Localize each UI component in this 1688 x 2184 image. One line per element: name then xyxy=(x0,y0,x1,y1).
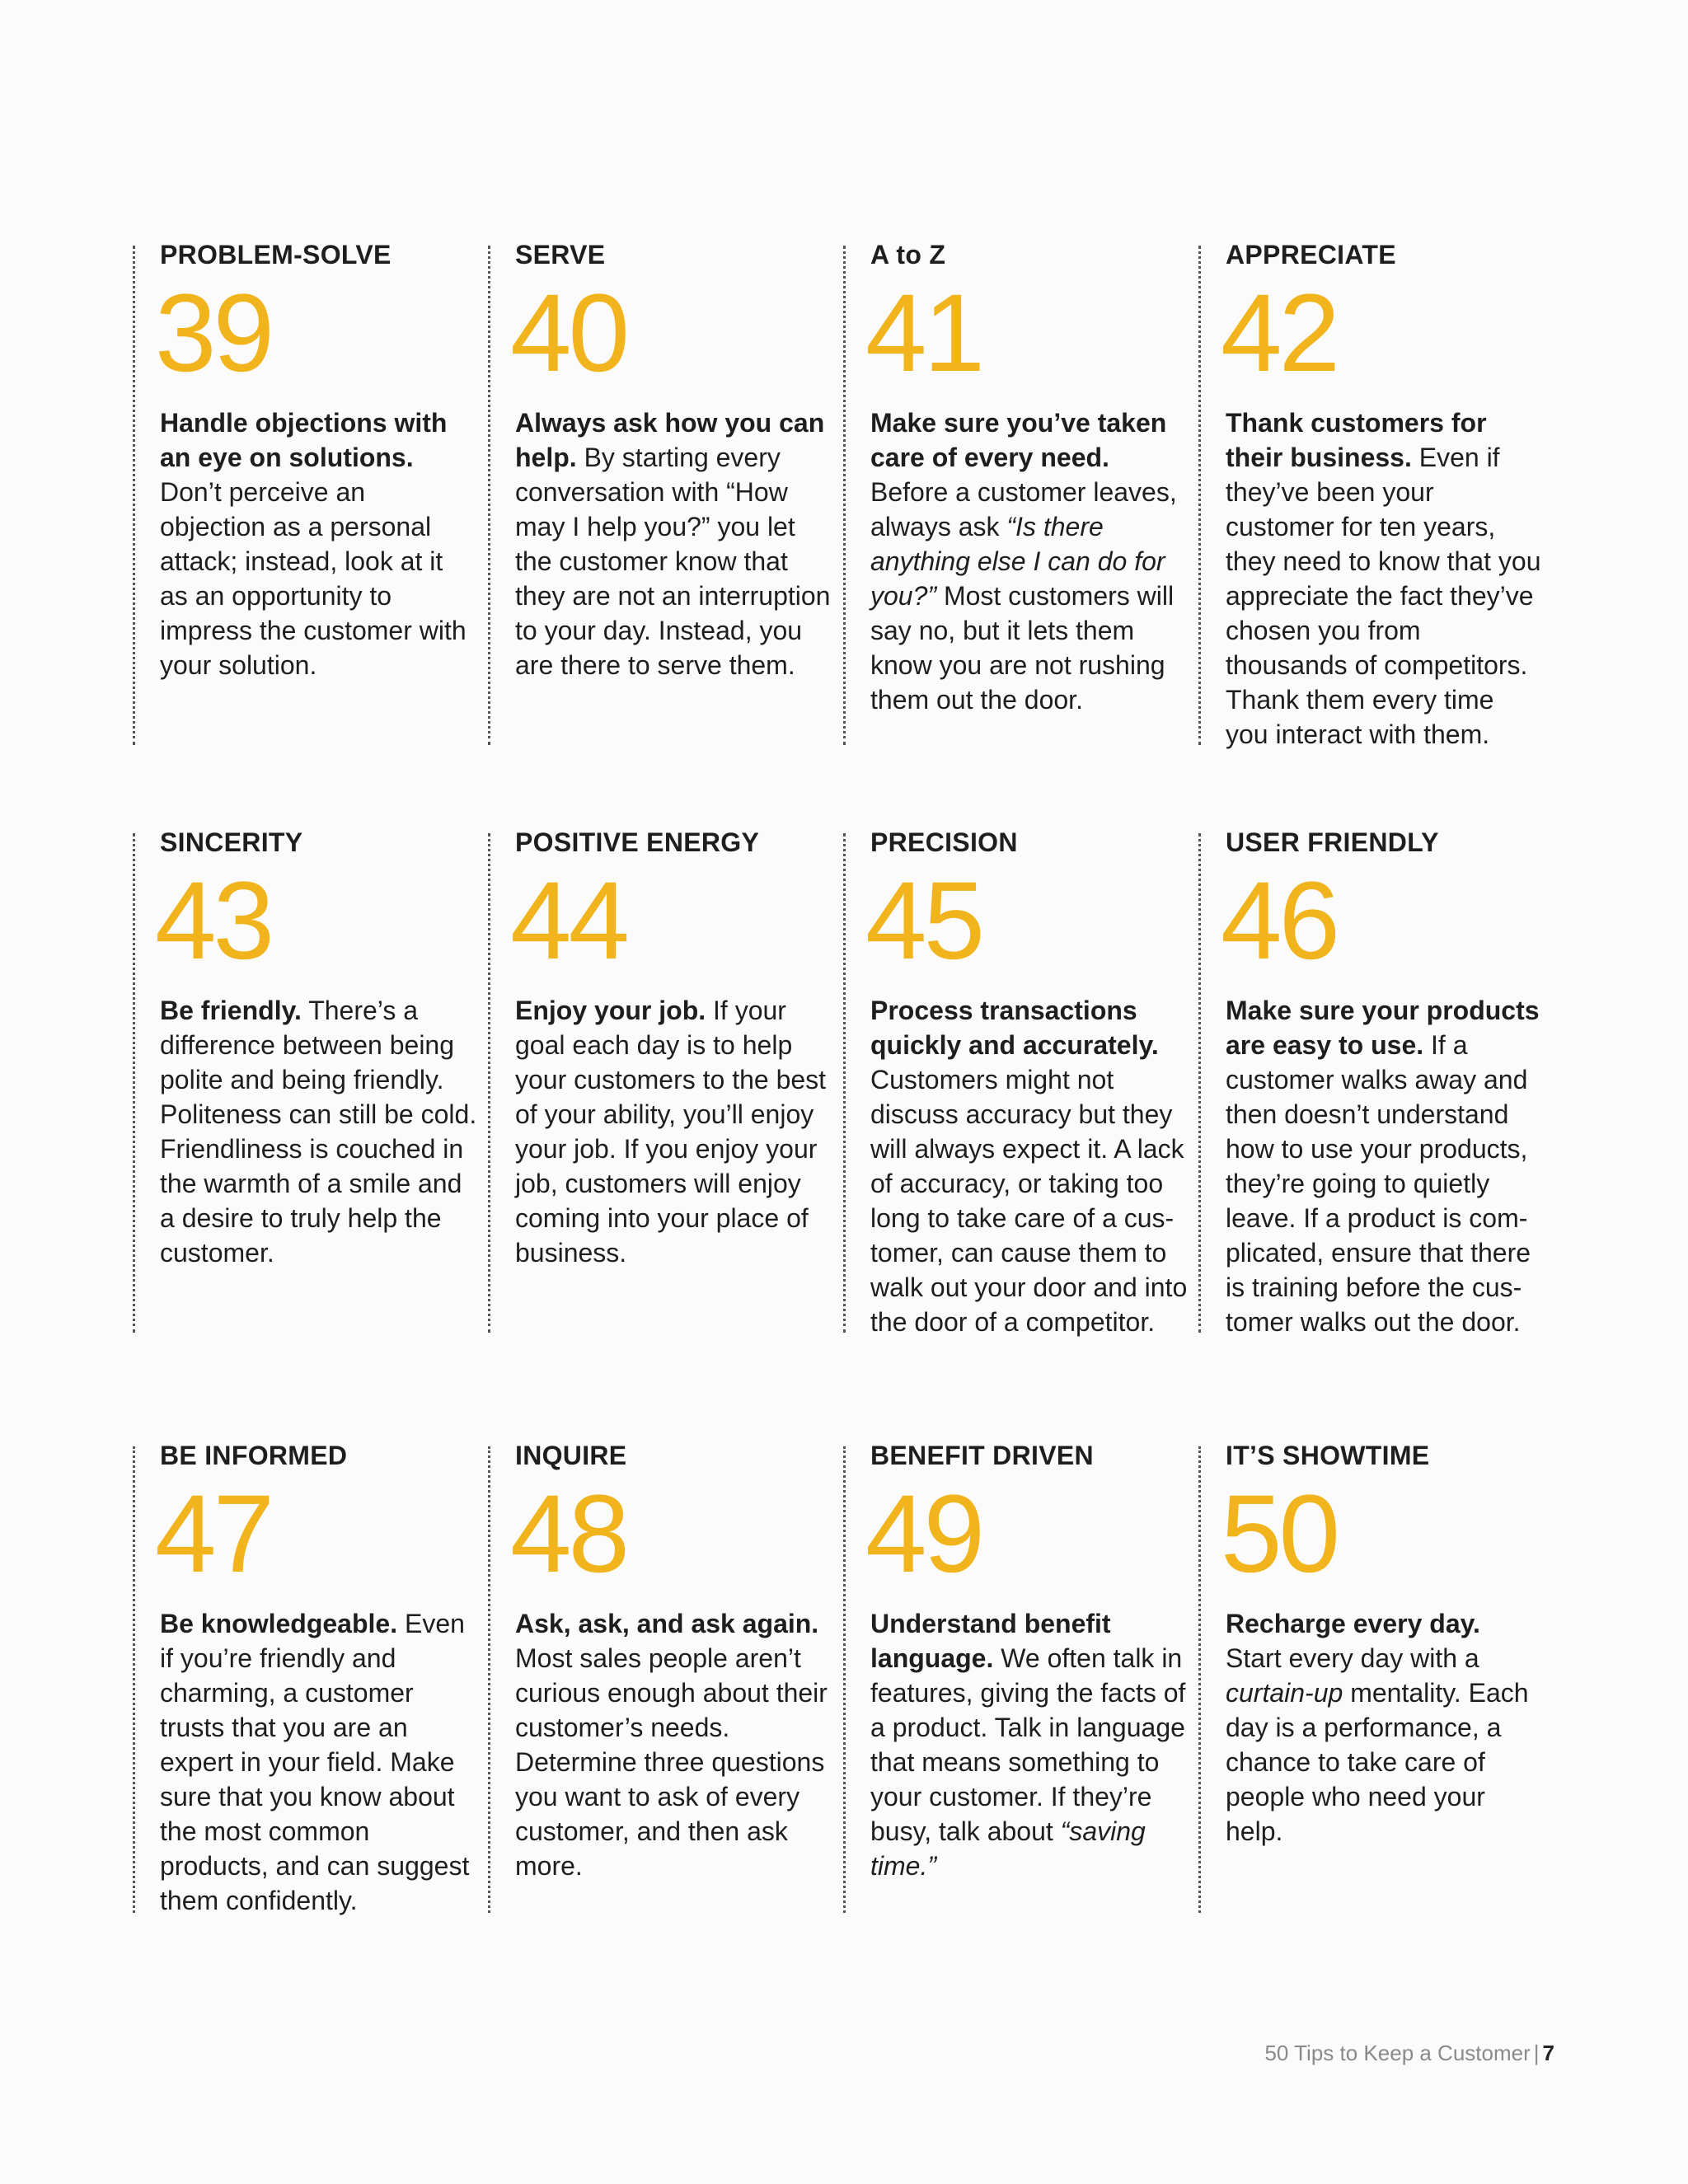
tip-lead: Understand benefit language. xyxy=(870,1609,1111,1673)
tip-body xyxy=(870,993,1188,1339)
tip-body xyxy=(515,993,832,1270)
tip-heading: USER FRIENDLY xyxy=(1226,827,1439,857)
tip-42 xyxy=(1198,240,1541,749)
tip-lead: Make sure you’ve taken care of every need. xyxy=(870,408,1167,472)
tip-text: Before a customer leaves, always ask xyxy=(870,477,1177,541)
tip-48 xyxy=(488,1441,828,1913)
footer-title: 50 Tips to Keep a Customer xyxy=(1264,2041,1531,2065)
tip-number: 50 xyxy=(1221,1473,1338,1596)
tip-body xyxy=(160,1606,477,1918)
tip-text: By starting every conversation with “How may I help you?” you let the customer know that they are not an interruption to your day. Instead, you are there to serve them. xyxy=(515,443,831,680)
tip-41 xyxy=(843,240,1177,745)
tip-body xyxy=(1226,993,1543,1339)
tip-heading: INQUIRE xyxy=(515,1441,627,1470)
tip-text: mentality. Each day is a performance, a chance to take care of people who need your help. xyxy=(1226,1678,1529,1846)
tip-heading: IT’S SHOWTIME xyxy=(1226,1441,1430,1470)
tip-lead: Recharge every day. xyxy=(1226,1609,1480,1638)
tip-heading: SERVE xyxy=(515,240,606,269)
tip-body xyxy=(160,993,477,1270)
tip-body xyxy=(1226,405,1543,752)
tip-body xyxy=(160,405,477,682)
tip-emphasis: curtain-up xyxy=(1226,1678,1343,1708)
tip-heading: POSITIVE ENERGY xyxy=(515,827,760,857)
tip-text: Customers might not discuss accuracy but they will always expect it. A lack of accuracy, or taking too long to take care of a cus-tomer, can cause them to walk out your door and into the door of a competitor. xyxy=(870,1065,1188,1337)
tip-lead: Ask, ask, and ask again. xyxy=(515,1609,819,1638)
tip-emphasis: “Is there anything else I can do for you?” xyxy=(870,512,1165,611)
tip-text: Most sales people aren’t curious enough about their customer’s needs. Determine three questions you want to ask of every customer, and then ask more. xyxy=(515,1643,828,1881)
tip-heading: PRECISION xyxy=(870,827,1018,857)
tip-text: Even if you’re friendly and charming, a customer trusts that you are an expert in your field. Make sure that you know about the most common products, and can suggest them confidently. xyxy=(160,1609,470,1915)
tip-body xyxy=(1226,1606,1543,1849)
tip-body xyxy=(870,1606,1188,1883)
tip-number: 48 xyxy=(510,1473,627,1596)
tip-lead: Make sure your products are easy to use. xyxy=(1226,996,1540,1060)
tip-lead: Be friendly. xyxy=(160,996,302,1025)
tip-body xyxy=(515,1606,832,1883)
tip-number: 39 xyxy=(155,272,272,395)
tip-43 xyxy=(133,827,477,1333)
tip-heading: PROBLEM-SOLVE xyxy=(160,240,392,269)
tip-heading: A to Z xyxy=(870,240,946,269)
tip-text: We often talk in features, giving the facts of a product. Talk in language that means something to your customer. If they’re busy, talk about xyxy=(870,1643,1186,1846)
tip-number: 44 xyxy=(510,860,627,982)
page-number: 7 xyxy=(1542,2041,1554,2065)
footer-separator: | xyxy=(1533,2041,1540,2065)
tip-text: There’s a difference between being polite and being friendly. Politeness can still be cold. Friendliness is couched in the warmth of a smile and a desire to truly help the customer. xyxy=(160,996,477,1268)
tip-text: Don’t perceive an objection as a personal attack; instead, look at it as an opportunity to impress the customer with your solution. xyxy=(160,477,467,680)
page-footer xyxy=(1264,2041,1554,2066)
tip-number: 41 xyxy=(865,272,982,395)
tip-text: If your goal each day is to help your customers to the best of your ability, you’ll enjoy your job. If you enjoy your job, customers will enjoy coming into your place of business. xyxy=(515,996,827,1268)
tip-46 xyxy=(1198,827,1540,1337)
tip-lead: Thank customers for their business. xyxy=(1226,408,1487,472)
tip-heading: APPRECIATE xyxy=(1226,240,1396,269)
tip-44 xyxy=(488,827,827,1333)
tip-number: 43 xyxy=(155,860,272,982)
tip-number: 45 xyxy=(865,860,982,982)
tip-47 xyxy=(133,1441,470,1915)
tip-text: Most customers will say no, but it lets them know you are not rushing them out the door. xyxy=(870,581,1175,715)
tip-49 xyxy=(843,1441,1186,1913)
tip-text: If a customer walks away and then doesn’t understand how to use your products, they’re going to quietly leave. If a product is com-plicated, ensure that there is training before the cus-tomer walks out the door. xyxy=(1226,1030,1531,1337)
tip-lead: Process transactions quickly and accurately. xyxy=(870,996,1159,1060)
tip-text: Even if they’ve been your customer for ten years, they need to know that you appreciate the fact they’ve chosen you from thousands of competitors. Thank them every time you interact with them. xyxy=(1226,443,1541,749)
tip-number: 46 xyxy=(1221,860,1338,982)
tip-lead: Always ask how you can help. xyxy=(515,408,825,472)
tip-emphasis: “saving time.” xyxy=(870,1816,1146,1881)
tip-lead: Be knowledgeable. xyxy=(160,1609,398,1638)
tip-50 xyxy=(1198,1441,1529,1913)
tip-heading: BE INFORMED xyxy=(160,1441,348,1470)
tip-heading: BENEFIT DRIVEN xyxy=(870,1441,1094,1470)
tip-text: Start every day with a xyxy=(1226,1643,1479,1673)
tip-lead: Enjoy your job. xyxy=(515,996,706,1025)
tip-body xyxy=(870,405,1188,717)
tip-number: 40 xyxy=(510,272,627,395)
tip-lead: Handle objections with an eye on solutions. xyxy=(160,408,448,472)
tip-body xyxy=(515,405,832,682)
tip-39 xyxy=(133,240,467,745)
tip-number: 42 xyxy=(1221,272,1338,395)
tip-45 xyxy=(843,827,1188,1337)
tip-number: 47 xyxy=(155,1473,272,1596)
tip-heading: SINCERITY xyxy=(160,827,303,857)
tip-number: 49 xyxy=(865,1473,982,1596)
tip-40 xyxy=(488,240,831,745)
